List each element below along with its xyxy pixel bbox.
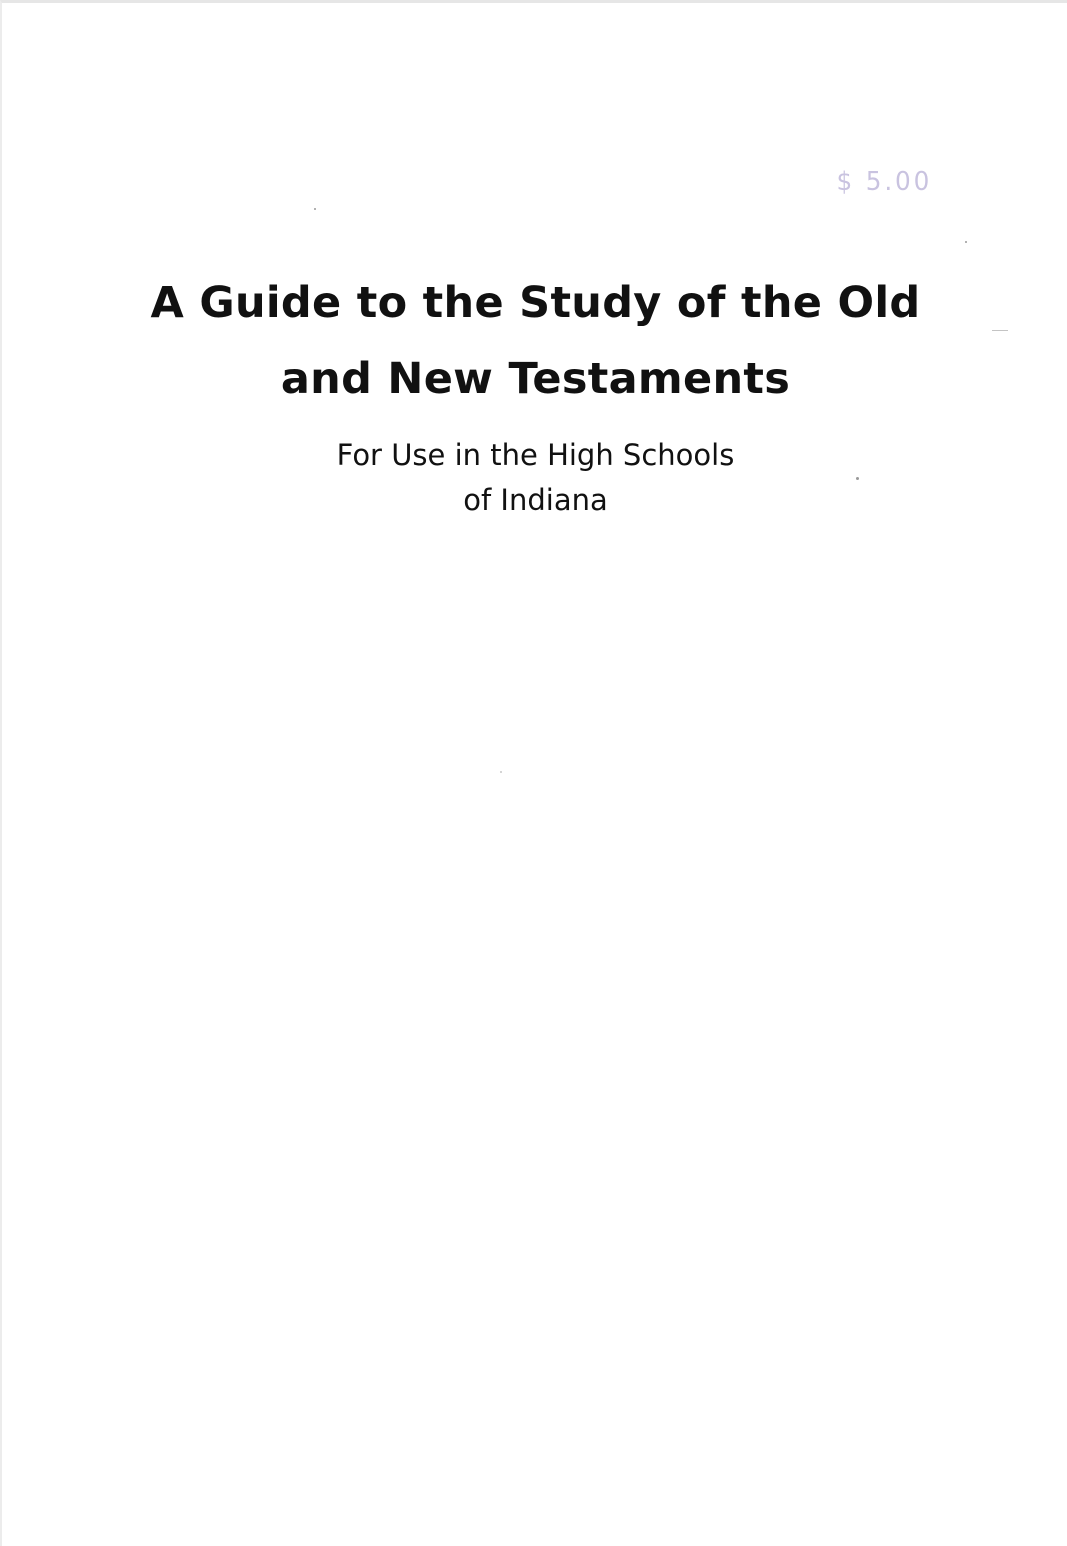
- book-subtitle-line-1: For Use in the High Schools: [336, 438, 735, 472]
- paper-mark: [992, 330, 1008, 331]
- paper-speck: [314, 208, 316, 210]
- book-title: [2, 265, 1067, 417]
- paper-speck: [500, 771, 502, 773]
- book-title-line-1: A Guide to the Study of the Old: [150, 278, 921, 328]
- paper-speck: [856, 477, 859, 480]
- book-subtitle: [2, 433, 1067, 523]
- paper-speck: [965, 241, 967, 243]
- book-title-line-2: and New Testaments: [280, 354, 791, 404]
- book-subtitle-line-2: of Indiana: [463, 483, 608, 517]
- price-stamp: $ 5.00: [836, 167, 933, 197]
